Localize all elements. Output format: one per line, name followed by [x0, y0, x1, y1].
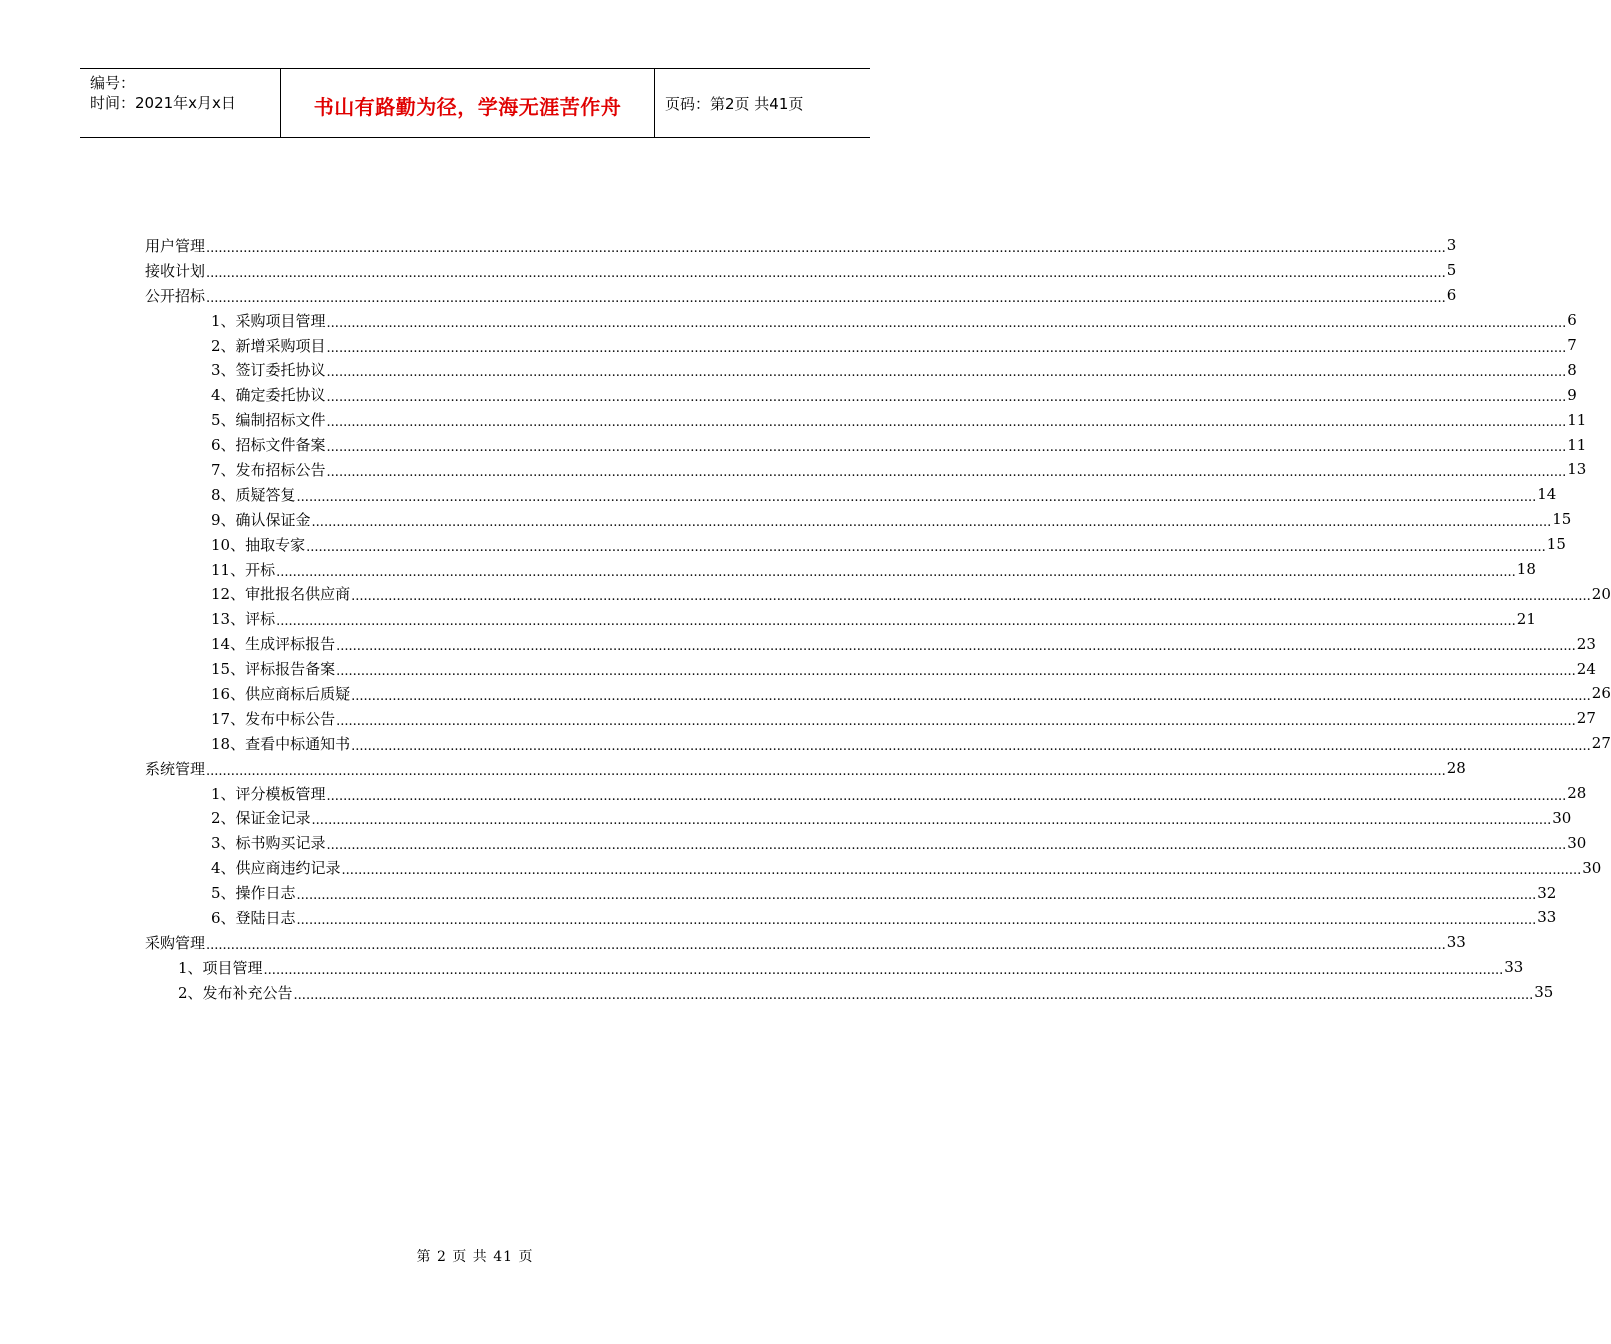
toc-entry-label: 用户管理 — [145, 236, 206, 255]
header-motto: 书山有路勤为径，学海无涯苦作舟 — [281, 69, 655, 137]
toc-entry-page: 28 — [1567, 784, 1587, 803]
toc-entry-page: 33 — [1537, 908, 1557, 927]
toc-entry-label: 2、保证金记录 — [211, 809, 311, 828]
toc-entry[interactable] — [0, 482, 1557, 507]
toc-entry-page: 11 — [1567, 435, 1587, 454]
toc-entry[interactable] — [0, 731, 1611, 756]
toc-dot-leader: ............................................................................................................................................................................................................................................................................................................ — [326, 365, 1567, 381]
toc-entry-label: 11、开标 — [211, 560, 276, 579]
toc-entry[interactable] — [0, 258, 1457, 283]
toc-entry-label: 1、采购项目管理 — [211, 311, 326, 330]
toc-dot-leader: ............................................................................................................................................................................................................................................................................................................ — [326, 464, 1567, 480]
toc-dot-leader: ............................................................................................................................................................................................................................................................................................................ — [351, 589, 1591, 605]
toc-entry-label: 6、招标文件备案 — [211, 436, 326, 455]
toc-entry-page: 20 — [1591, 584, 1611, 603]
toc-dot-leader: ............................................................................................................................................................................................................................................................................................................ — [351, 688, 1591, 704]
toc-entry[interactable] — [0, 333, 1577, 358]
toc-entry[interactable] — [0, 532, 1566, 557]
document-number-label: 编号： — [90, 74, 136, 92]
toc-entry[interactable] — [0, 805, 1572, 830]
toc-entry-label: 7、发布招标公告 — [211, 460, 326, 479]
toc-entry-label: 12、审批报名供应商 — [211, 585, 351, 604]
toc-entry[interactable] — [0, 681, 1611, 706]
toc-entry-label: 1、项目管理 — [178, 958, 263, 977]
toc-entry-label: 14、生成评标报告 — [211, 635, 336, 654]
toc-dot-leader: ............................................................................................................................................................................................................................................................................................................ — [326, 838, 1567, 854]
toc-entry-page: 21 — [1516, 609, 1536, 628]
toc-dot-leader: ............................................................................................................................................................................................................................................................................................................ — [296, 912, 1537, 928]
toc-entry-page: 24 — [1576, 659, 1596, 678]
toc-entry[interactable] — [0, 930, 1466, 955]
toc-entry[interactable] — [0, 432, 1587, 457]
toc-entry[interactable] — [0, 855, 1602, 880]
toc-entry-label: 15、评标报告备案 — [211, 660, 336, 679]
toc-dot-leader: ............................................................................................................................................................................................................................................................................................................ — [206, 937, 1446, 953]
toc-entry[interactable] — [0, 905, 1557, 930]
toc-entry-page: 32 — [1537, 883, 1557, 902]
toc-entry-page: 6 — [1567, 311, 1577, 330]
toc-entry-label: 8、质疑答复 — [211, 485, 296, 504]
toc-entry-label: 3、标书购买记录 — [211, 834, 326, 853]
toc-dot-leader: ............................................................................................................................................................................................................................................................................................................ — [296, 888, 1537, 904]
toc-entry[interactable] — [0, 656, 1596, 681]
toc-entry-label: 采购管理 — [145, 933, 206, 952]
toc-entry[interactable] — [0, 756, 1466, 781]
table-of-contents — [0, 233, 1611, 1005]
toc-entry-page: 5 — [1446, 261, 1457, 280]
toc-dot-leader: ............................................................................................................................................................................................................................................................................................................ — [276, 564, 1516, 580]
header-page-info: 页码：第2页 共41页 — [665, 94, 804, 113]
toc-entry-page: 8 — [1567, 360, 1577, 379]
toc-entry-label: 10、抽取专家 — [211, 535, 306, 554]
toc-dot-leader: ............................................................................................................................................................................................................................................................................................................ — [326, 440, 1567, 456]
toc-entry-label: 6、登陆日志 — [211, 908, 296, 927]
toc-dot-leader: ............................................................................................................................................................................................................................................................................................................ — [326, 390, 1567, 406]
toc-dot-leader: ............................................................................................................................................................................................................................................................................................................ — [326, 788, 1567, 804]
toc-entry-label: 系统管理 — [145, 759, 206, 778]
toc-dot-leader: ............................................................................................................................................................................................................................................................................................................ — [206, 265, 1446, 281]
toc-entry[interactable] — [0, 382, 1577, 407]
toc-entry-page: 9 — [1567, 385, 1577, 404]
toc-entry[interactable] — [0, 955, 1524, 980]
toc-dot-leader: ............................................................................................................................................................................................................................................................................................................ — [311, 514, 1552, 530]
toc-entry-label: 13、评标 — [211, 610, 276, 629]
page-header — [80, 68, 870, 138]
toc-entry[interactable] — [0, 781, 1587, 806]
toc-entry[interactable] — [0, 457, 1587, 482]
toc-entry[interactable] — [0, 830, 1587, 855]
toc-entry-page: 33 — [1504, 958, 1524, 977]
page-footer: 第 2 页 共 41 页 — [416, 1249, 534, 1265]
toc-entry-page: 30 — [1552, 808, 1572, 827]
toc-entry-page: 30 — [1567, 833, 1587, 852]
toc-entry[interactable] — [0, 706, 1596, 731]
toc-entry-page: 3 — [1446, 236, 1457, 255]
toc-entry-label: 接收计划 — [145, 261, 206, 280]
toc-dot-leader: ............................................................................................................................................................................................................................................................................................................ — [336, 713, 1576, 729]
toc-entry[interactable] — [0, 631, 1596, 656]
toc-entry-page: 27 — [1591, 734, 1611, 753]
toc-dot-leader: ............................................................................................................................................................................................................................................................................................................ — [293, 987, 1534, 1003]
toc-dot-leader: ............................................................................................................................................................................................................................................................................................................ — [206, 763, 1446, 779]
toc-dot-leader: ............................................................................................................................................................................................................................................................................................................ — [351, 738, 1591, 754]
toc-entry-page: 15 — [1546, 535, 1566, 554]
toc-entry-label: 5、操作日志 — [211, 884, 296, 903]
toc-entry-page: 33 — [1446, 933, 1466, 952]
header-meta — [80, 69, 281, 137]
toc-dot-leader: ............................................................................................................................................................................................................................................................................................................ — [336, 639, 1576, 655]
toc-entry-page: 35 — [1534, 983, 1554, 1002]
toc-entry-label: 16、供应商标后质疑 — [211, 684, 351, 703]
toc-entry-page: 26 — [1591, 684, 1611, 703]
toc-entry-label: 2、新增采购项目 — [211, 336, 326, 355]
toc-entry[interactable] — [0, 581, 1611, 606]
toc-dot-leader: ............................................................................................................................................................................................................................................................................................................ — [206, 240, 1446, 256]
toc-entry-page: 28 — [1446, 759, 1466, 778]
toc-dot-leader: ............................................................................................................................................................................................................................................................................................................ — [306, 539, 1546, 555]
toc-entry-page: 6 — [1446, 286, 1457, 305]
toc-entry[interactable] — [0, 507, 1572, 532]
toc-entry-label: 18、查看中标通知书 — [211, 734, 351, 753]
toc-entry[interactable] — [0, 880, 1557, 905]
toc-entry-label: 4、供应商违约记录 — [211, 859, 341, 878]
toc-entry-page: 7 — [1567, 336, 1577, 354]
toc-dot-leader: ............................................................................................................................................................................................................................................................................................................ — [276, 614, 1516, 630]
toc-entry-page: 27 — [1576, 709, 1596, 728]
toc-entry-page: 18 — [1516, 560, 1536, 579]
toc-dot-leader: ............................................................................................................................................................................................................................................................................................................ — [206, 290, 1446, 306]
toc-entry-page: 15 — [1552, 510, 1572, 529]
toc-entry[interactable] — [0, 357, 1577, 382]
toc-entry[interactable] — [0, 606, 1536, 631]
toc-entry-label: 3、签订委托协议 — [211, 361, 326, 380]
toc-dot-leader: ............................................................................................................................................................................................................................................................................................................ — [326, 340, 1567, 356]
toc-entry-label: 1、评分模板管理 — [211, 784, 326, 803]
toc-entry[interactable] — [0, 407, 1587, 432]
toc-entry[interactable] — [0, 308, 1577, 333]
toc-entry[interactable] — [0, 980, 1554, 1005]
toc-dot-leader: ............................................................................................................................................................................................................................................................................................................ — [263, 962, 1504, 978]
toc-entry[interactable] — [0, 283, 1457, 308]
toc-entry-page: 30 — [1582, 858, 1602, 877]
toc-entry-label: 2、发布补充公告 — [178, 983, 293, 1002]
toc-entry-label: 9、确认保证金 — [211, 510, 311, 529]
toc-dot-leader: ............................................................................................................................................................................................................................................................................................................ — [296, 489, 1537, 505]
toc-dot-leader: ............................................................................................................................................................................................................................................................................................................ — [326, 415, 1567, 431]
toc-dot-leader: ............................................................................................................................................................................................................................................................................................................ — [311, 813, 1552, 829]
toc-entry[interactable] — [0, 557, 1536, 582]
toc-dot-leader: ............................................................................................................................................................................................................................................................................................................ — [326, 315, 1567, 331]
toc-dot-leader: ............................................................................................................................................................................................................................................................................................................ — [341, 863, 1582, 879]
document-time-label: 时间：2021年x月x日 — [90, 94, 236, 112]
toc-entry-page: 13 — [1567, 460, 1587, 479]
toc-entry-label: 公开招标 — [145, 286, 206, 305]
toc-entry[interactable] — [0, 233, 1457, 258]
toc-entry-label: 17、发布中标公告 — [211, 709, 336, 728]
toc-dot-leader: ............................................................................................................................................................................................................................................................................................................ — [336, 664, 1576, 680]
toc-entry-label: 5、编制招标文件 — [211, 411, 326, 430]
toc-entry-page: 11 — [1567, 410, 1587, 429]
toc-entry-page: 23 — [1576, 634, 1596, 653]
toc-entry-page: 14 — [1537, 485, 1557, 504]
toc-entry-label: 4、确定委托协议 — [211, 386, 326, 405]
